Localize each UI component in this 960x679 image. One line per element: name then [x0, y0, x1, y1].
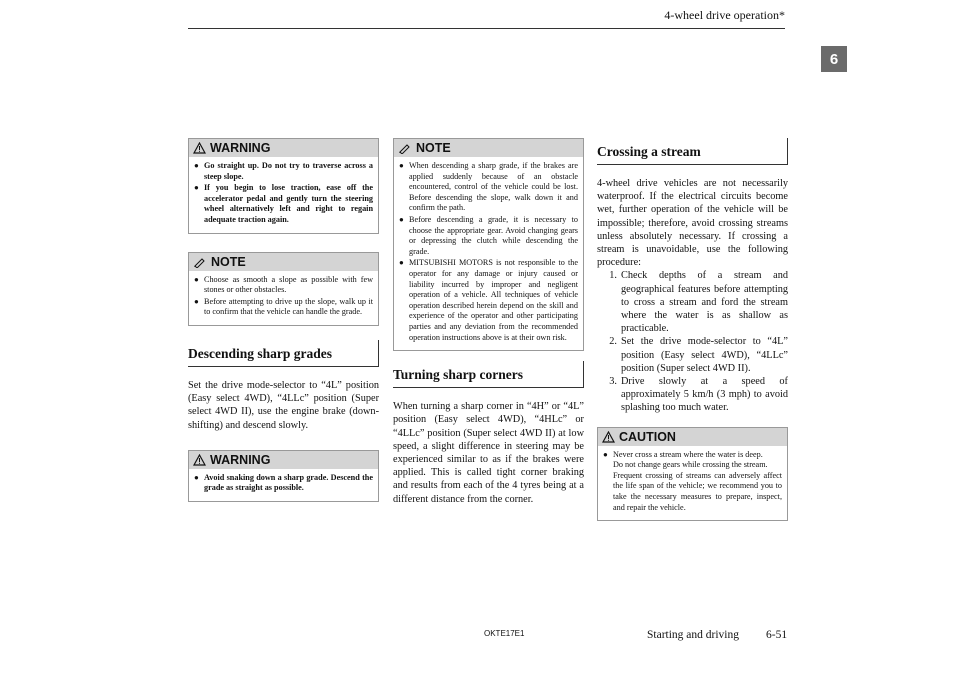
note-header [394, 139, 583, 157]
crossing-steps [597, 269, 788, 414]
column-2 [393, 138, 584, 506]
section-title-descending: Descending sharp grades [188, 340, 379, 367]
warning-box-descending [188, 450, 379, 502]
column-1 [188, 138, 379, 512]
footer-page-number: 6-51 [766, 629, 788, 641]
caution-box-stream [597, 427, 788, 522]
header-rule [188, 28, 785, 29]
note-label: NOTE [211, 254, 246, 269]
step-item: 3. Drive slowly at a speed of approximately 5 km/h (3 mph) to avoid splashing too much water. [609, 376, 788, 414]
note-bullet: ● Before descending a grade, it is necessary to choose the appropriate gear. Avoid changing gears or depressing the clutch while descending the grade. [399, 214, 578, 256]
caution-line: Frequent crossing of streams can adversely affect the life span of the vehicle; we recommend you to take the necessary measures to prepare, inspect, and repair the vehicle. [613, 470, 782, 512]
note-pencil-icon [398, 142, 412, 154]
crossing-paragraph: 4-wheel drive vehicles are not necessarily waterproof. If the electrical circuits become wet, further operation of the vehicle will be impossible; therefore, avoid crossing streams unless absolutely necessary. If crossing a stream is unavoidable, use the following procedure: [597, 178, 788, 269]
caution-line: Never cross a stream where the water is deep. [613, 449, 763, 459]
turning-paragraph: When turning a sharp corner in “4H” or “4L” position (Easy select 4WD), “4HLc” or “4LLc” position (Super select 4WD II) at low speed, a slight difference in steering may be experienced similar to as if the brakes were applied. This is called tight corner braking and results from each of the 4 tyres being at a different distance from the corner. [393, 401, 584, 505]
note-header [189, 253, 378, 271]
note-bullet: ● Before attempting to drive up the slope, walk up it to confirm that the vehicle can handle the grade. [194, 296, 373, 317]
warning-triangle-icon [193, 142, 206, 154]
caution-triangle-icon [602, 431, 615, 443]
note-box-slope [188, 252, 379, 326]
note-bullet: ● When descending a sharp grade, if the brakes are applied suddenly because of an obstacle encountered, control of the vehicle could be lost. Before descending the slope, walk down it and confirm the path. [399, 161, 578, 213]
caution-line: Do not change gears while crossing the stream. [613, 460, 768, 470]
section-title-turning: Turning sharp corners [393, 361, 584, 388]
descending-paragraph: Set the drive mode-selector to “4L” position (Easy select 4WD), “4LLc” position (Super select 4WD II), use the engine brake (down-shifting) and descend slowly. [188, 379, 379, 431]
warning-bullet: ● Go straight up. Do not try to traverse across a steep slope. [194, 161, 373, 181]
warning-bullet: ● Avoid snaking down a sharp grade. Descend the grade as straight as possible. [194, 472, 373, 493]
step-item: 1. Check depths of a stream and geographical features before attempting to cross a stream and ford the stream where the water is as shallow as practicable. [609, 270, 788, 335]
caution-header [598, 428, 787, 446]
warning-label: WARNING [210, 452, 271, 467]
caution-bullet: ● Never cross a stream where the water is deep. Do not change gears while crossing the stream. Frequent crossing of streams can adversely affect the life span of the vehicle; we recommend you to take the necessary measures to prepare, inspect, and repair the vehicle. [603, 449, 782, 512]
note-bullet: ● MITSUBISHI MOTORS is not responsible to the operator for any damage or injury caused or liability incurred by improper and negligent operation of a vehicle. All techniques of vehicle operation described herein depend on the skill and experience of the operator and other participating parties and any deviation from the recommended operation instructions above is at their own risk. [399, 258, 578, 342]
warning-box-climbing [188, 138, 379, 234]
footer-doc-code: OKTE17E1 [484, 629, 525, 638]
note-pencil-icon [193, 256, 207, 268]
step-item: 2. Set the drive mode-selector to “4L” position (Easy select 4WD), “4LLc” position (Super select 4WD II). [609, 336, 788, 374]
warning-header [189, 139, 378, 157]
note-box-descending [393, 138, 584, 351]
warning-triangle-icon [193, 454, 206, 466]
column-3 [597, 138, 788, 531]
warning-label: WARNING [210, 141, 271, 155]
footer-section-title: Starting and driving [647, 629, 739, 641]
running-header-title: 4-wheel drive operation* [664, 8, 785, 22]
caution-label: CAUTION [619, 429, 676, 444]
note-bullet: ● Choose as smooth a slope as possible with few stones or other obstacles. [194, 274, 373, 295]
warning-header [189, 451, 378, 469]
section-title-crossing-stream: Crossing a stream [597, 138, 788, 165]
chapter-tab: 6 [821, 46, 847, 72]
warning-bullet: ● If you begin to lose traction, ease off the accelerator pedal and gently turn the steering wheel alternatively left and right to regain adequate traction again. [194, 183, 373, 224]
note-label: NOTE [416, 141, 451, 155]
